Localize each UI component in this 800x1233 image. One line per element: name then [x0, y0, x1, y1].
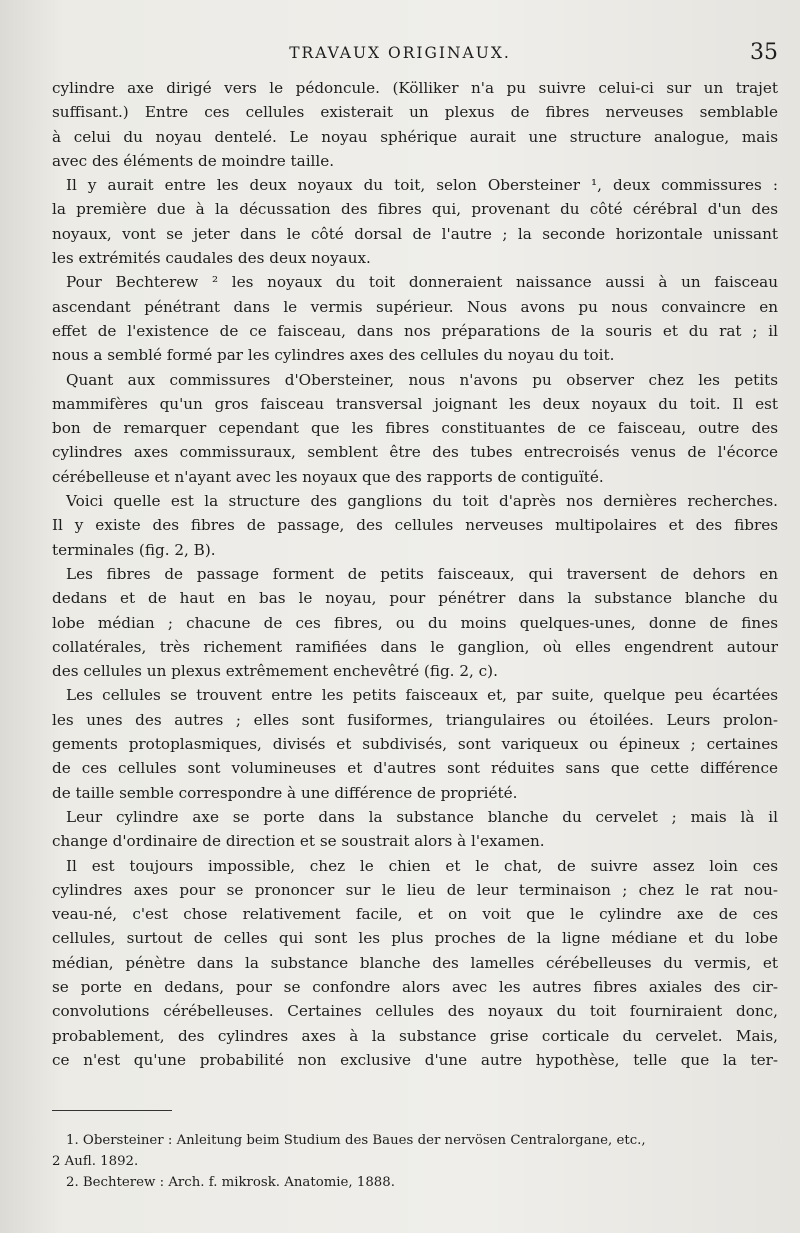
text-line: Pour Bechterew ² les noyaux du toit donneraient naissance aussi à un faisceau — [66, 273, 778, 292]
text-line: terminales (fig. 2, B). — [52, 540, 216, 559]
text-line: des cellules un plexus extrêmement enchevêtré (fig. 2, c). — [52, 662, 498, 681]
text-line: change d'ordinaire de direction et se soustrait alors à l'examen. — [52, 832, 545, 851]
page-number: 35 — [750, 40, 778, 65]
text-line: nous a semblé formé par les cylindres axes des cellules du noyau du toit. — [52, 346, 615, 365]
text-line: Les cellules se trouvent entre les petits faisceaux et, par suite, quelque peu écartées — [66, 686, 778, 705]
text-line: Quant aux commissures d'Obersteiner, nous n'avons pu observer chez les petits — [66, 370, 778, 389]
text-line: cellules, surtout de celles qui sont les plus proches de la ligne médiane et du lobe — [52, 929, 778, 948]
text-line: ce n'est qu'une probabilité non exclusive d'une autre hypothèse, telle que la ter- — [52, 1050, 778, 1069]
text-line: effet de l'existence de ce faisceau, dans nos préparations de la souris et du rat ; il — [52, 321, 778, 340]
text-line: cérébelleuse et n'ayant avec les noyaux que des rapports de contiguïté. — [52, 467, 604, 486]
text-line: Il y existe des fibres de passage, des cellules nerveuses multipolaires et des fibres — [52, 516, 778, 535]
footnote-1: 1. Obersteiner : Anleitung beim Studium des Baues der nervösen Centralorgane, etc., — [66, 1133, 646, 1148]
text-line: à celui du noyau dentelé. Le noyau sphérique aurait une structure analogue, mais — [52, 127, 778, 146]
text-line: la première due à la décussation des fibres qui, provenant du côté cérébral d'un des — [52, 200, 778, 219]
text-line: les unes des autres ; elles sont fusiformes, triangulaires ou étoilées. Leurs prolon- — [52, 710, 778, 729]
footnote-rule — [52, 1110, 172, 1111]
footnote-2: 2. Bechterew : Arch. f. mikrosk. Anatomie, 1888. — [66, 1175, 395, 1190]
text-line: dedans et de haut en bas le noyau, pour pénétrer dans la substance blanche du — [52, 589, 778, 608]
text-line: suffisant.) Entre ces cellules existerait un plexus de fibres nerveuses semblable — [52, 103, 778, 122]
text-line: de taille semble correspondre à une différence de propriété. — [52, 783, 518, 802]
text-line: noyaux, vont se jeter dans le côté dorsal de l'autre ; la seconde horizontale unissant — [52, 224, 778, 243]
text-line: de ces cellules sont volumineuses et d'autres sont réduites sans que cette différence — [52, 759, 778, 778]
text-line: Il y aurait entre les deux noyaux du toit, selon Obersteiner ¹, deux commissures : — [66, 176, 778, 195]
text-line: Voici quelle est la structure des ganglions du toit d'après nos dernières recherches. — [66, 492, 778, 511]
text-line: Il est toujours impossible, chez le chien et le chat, de suivre assez loin ces — [66, 856, 778, 875]
text-line: médian, pénètre dans la substance blanche des lamelles cérébelleuses du vermis, et — [52, 953, 778, 972]
body-text — [52, 76, 778, 1072]
text-line: avec des éléments de moindre taille. — [52, 151, 335, 170]
footnote-1-continuation: 2 Aufl. 1892. — [52, 1154, 139, 1169]
text-line: se porte en dedans, pour se confondre alors avec les autres fibres axiales des cir- — [52, 977, 778, 996]
text-line: cylindre axe dirigé vers le pédoncule. (Kölliker n'a pu suivre celui-ci sur un trajet — [52, 79, 778, 97]
text-line: cylindres axes pour se prononcer sur le lieu de leur terminaison ; chez le rat nou- — [52, 880, 778, 899]
text-line: convolutions cérébelleuses. Certaines cellules des noyaux du toit fourniraient donc, — [52, 1002, 778, 1021]
text-line: collatérales, très richement ramifiées dans le ganglion, où elles engendrent autour — [52, 637, 778, 656]
text-line: cylindres axes commissuraux, semblent être des tubes entrecroisés venus de l'écorce — [52, 443, 778, 462]
text-line: ascendant pénétrant dans le vermis supérieur. Nous avons pu nous convaincre en — [52, 297, 778, 316]
text-line: les extrémités caudales des deux noyaux. — [52, 249, 371, 268]
footnotes — [52, 1130, 778, 1193]
running-title: TRAVAUX ORIGINAUX. — [289, 44, 511, 62]
text-line: probablement, des cylindres axes à la substance grise corticale du cervelet. Mais, — [52, 1026, 778, 1045]
text-line: veau-né, c'est chose relativement facile, et on voit que le cylindre axe de ces — [52, 905, 778, 924]
text-line: gements protoplasmiques, divisés et subdivisés, sont variqueux ou épineux ; certaines — [52, 735, 778, 754]
text-line: mammifères qu'un gros faisceau transversal joignant les deux noyaux du toit. Il est — [52, 394, 778, 413]
text-line: Les fibres de passage forment de petits faisceaux, qui traversent de dehors en — [66, 564, 778, 583]
text-line: lobe médian ; chacune de ces fibres, ou du moins quelques-unes, donne de fines — [52, 613, 778, 632]
text-line: Leur cylindre axe se porte dans la substance blanche du cervelet ; mais là il — [66, 807, 778, 826]
text-line: bon de remarquer cependant que les fibres constituantes de ce faisceau, outre des — [52, 419, 778, 438]
page-header — [0, 40, 800, 72]
